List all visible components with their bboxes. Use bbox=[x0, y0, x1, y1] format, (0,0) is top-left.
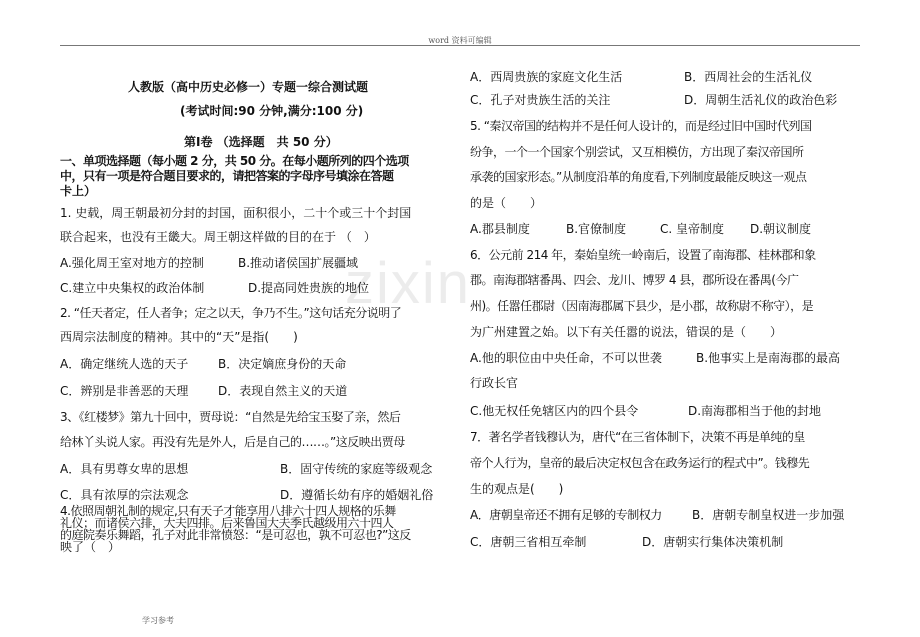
q6-text-4: 为广州建置之始。以下有关任嚣的说法，错误的是（ ） bbox=[470, 325, 783, 339]
q1-text-1: 1. 史载，周王朝最初分封的封国，面积很小，二十个或三十个封国 bbox=[60, 206, 412, 220]
watermark: zixin bbox=[345, 251, 472, 316]
q4-text-1: 4.依照周朝礼制的规定,只有天子才能享用八排六十四人规格的乐舞 bbox=[60, 504, 396, 518]
q4-text-4: 映了（ ） bbox=[60, 540, 121, 554]
part-title: 第Ⅰ卷 （选择题 共 50 分） bbox=[184, 135, 338, 149]
q4-option-a: A．西周贵族的家庭文化生活 bbox=[470, 70, 623, 84]
q7-text-3: 生的观点是( ) bbox=[470, 482, 564, 496]
footer-note: 学习参考 bbox=[142, 616, 174, 625]
q7-option-c: C．唐朝三省相互牵制 bbox=[470, 535, 587, 549]
q3-option-d: D．遵循长幼有序的婚姻礼俗 bbox=[280, 488, 434, 502]
section-instructions-1: 一、单项选择题（每小题 2 分，共 50 分。在每小题所列的四个选项 bbox=[60, 154, 409, 168]
q4-text-3: 的庭院奏乐舞蹈，孔子对此非常愤怒：“是可忍也，孰不可忍也?”这反 bbox=[60, 528, 411, 542]
q1-option-d: D.提高同姓贵族的地位 bbox=[248, 281, 370, 295]
q3-option-c: C．具有浓厚的宗法观念 bbox=[60, 488, 189, 502]
q6-option-b-cont: 行政长官 bbox=[470, 376, 519, 390]
q7-text-2: 帝个人行为，皇帝的最后决定权包含在政务运行的程式中”。钱穆先 bbox=[470, 456, 810, 470]
q2-option-d: D．表现自然主义的天道 bbox=[218, 384, 348, 398]
q6-text-3: 州)。任嚣任郡尉（因南海郡属下县少，是小郡，故称尉不称守），是 bbox=[470, 299, 814, 313]
q5-text-4: 的是（ ） bbox=[470, 196, 543, 210]
q1-option-c: C.建立中央集权的政治体制 bbox=[60, 281, 205, 295]
q4-option-b: B．西周社会的生活礼仪 bbox=[684, 70, 813, 84]
exam-title: 人教版（高中历史必修一）专题一综合测试题 bbox=[128, 80, 369, 94]
q5-option-b: B.官僚制度 bbox=[566, 222, 627, 236]
q7-text-1: 7．著名学者钱穆认为，唐代“在三省体制下，决策不再是单纯的皇 bbox=[470, 430, 805, 444]
q2-option-a: A．确定继统人选的天子 bbox=[60, 357, 189, 371]
q6-option-b: B.他事实上是南海郡的最高 bbox=[696, 351, 841, 365]
q2-text-1: 2. “任天者定，任人者争；定之以天，争乃不生。”这句话充分说明了 bbox=[60, 306, 402, 320]
q1-option-b: B.推动诸侯国扩展疆域 bbox=[238, 256, 359, 270]
q3-option-a: A．具有男尊女卑的思想 bbox=[60, 462, 189, 476]
q6-text-2: 郡。南海郡辖番禺、四会、龙川、博罗 4 县，郡所设在番禺(今广 bbox=[470, 273, 799, 287]
section-instructions-3: 卡上） bbox=[60, 184, 97, 198]
q4-text-2: 礼仪；而诸侯六排，大夫四排。后来鲁国大夫季氏越级用六十四人 bbox=[60, 516, 394, 530]
q5-option-d: D.朝议制度 bbox=[750, 222, 812, 236]
q3-option-b: B．固守传统的家庭等级观念 bbox=[280, 462, 433, 476]
q7-option-a: A．唐朝皇帝还不拥有足够的专制权力 bbox=[470, 508, 662, 522]
q4-option-d: D．周朝生活礼仪的政治色彩 bbox=[684, 93, 838, 107]
q6-option-d: D.南海郡相当于他的封地 bbox=[688, 404, 822, 418]
q4-option-c: C．孔子对贵族生活的关注 bbox=[470, 93, 611, 107]
q3-text-2: 给林丫头说人家。再没有先是外人，后是自己的……。”这反映出贾母 bbox=[60, 435, 405, 449]
right-column bbox=[470, 0, 870, 637]
q1-text-2: 联合起来，也没有王畿大。周王朝这样做的目的在于 （ ） bbox=[60, 230, 376, 244]
exam-info: (考试时间:90 分钟,满分:100 分) bbox=[180, 104, 364, 118]
header-note: word 资料可编辑 bbox=[428, 36, 492, 45]
q6-text-1: 6．公元前 214 年，秦始皇统一岭南后，设置了南海郡、桂林郡和象 bbox=[470, 248, 816, 262]
q5-text-3: 承袭的国家形态。”从制度沿革的角度看,下列制度最能反映这一观点 bbox=[470, 170, 807, 184]
q2-text-2: 西周宗法制度的精神。其中的“天”是指( ) bbox=[60, 330, 298, 344]
left-column bbox=[60, 0, 460, 637]
q7-option-b: B．唐朝专制皇权进一步加强 bbox=[692, 508, 845, 522]
q3-text-1: 3、《红楼梦》第九十回中，贾母说：“自然是先给宝玉娶了亲，然后 bbox=[60, 410, 401, 424]
q7-option-d: D．唐朝实行集体决策机制 bbox=[642, 535, 784, 549]
q6-option-a: A.他的职位由中央任命，不可以世袭 bbox=[470, 351, 662, 365]
section-instructions-2: 中，只有一项是符合题目要求的，请把答案的字母序号填涂在答题 bbox=[60, 169, 394, 183]
q5-text-1: 5. “秦汉帝国的结构并不是任何人设计的，而是经过旧中国时代列国 bbox=[470, 119, 812, 133]
q2-option-b: B．决定嫡庶身份的天命 bbox=[218, 357, 347, 371]
q6-option-c: C.他无权任免辖区内的四个县令 bbox=[470, 404, 639, 418]
q5-text-2: 纷争，一个一个国家个别尝试，又互相模仿，方出现了秦汉帝国所 bbox=[470, 145, 804, 159]
q5-option-c: C. 皇帝制度 bbox=[660, 222, 725, 236]
q5-option-a: A.郡县制度 bbox=[470, 222, 530, 236]
q1-option-a: A.强化周王室对地方的控制 bbox=[60, 256, 204, 270]
q2-option-c: C．辨别是非善恶的天理 bbox=[60, 384, 189, 398]
